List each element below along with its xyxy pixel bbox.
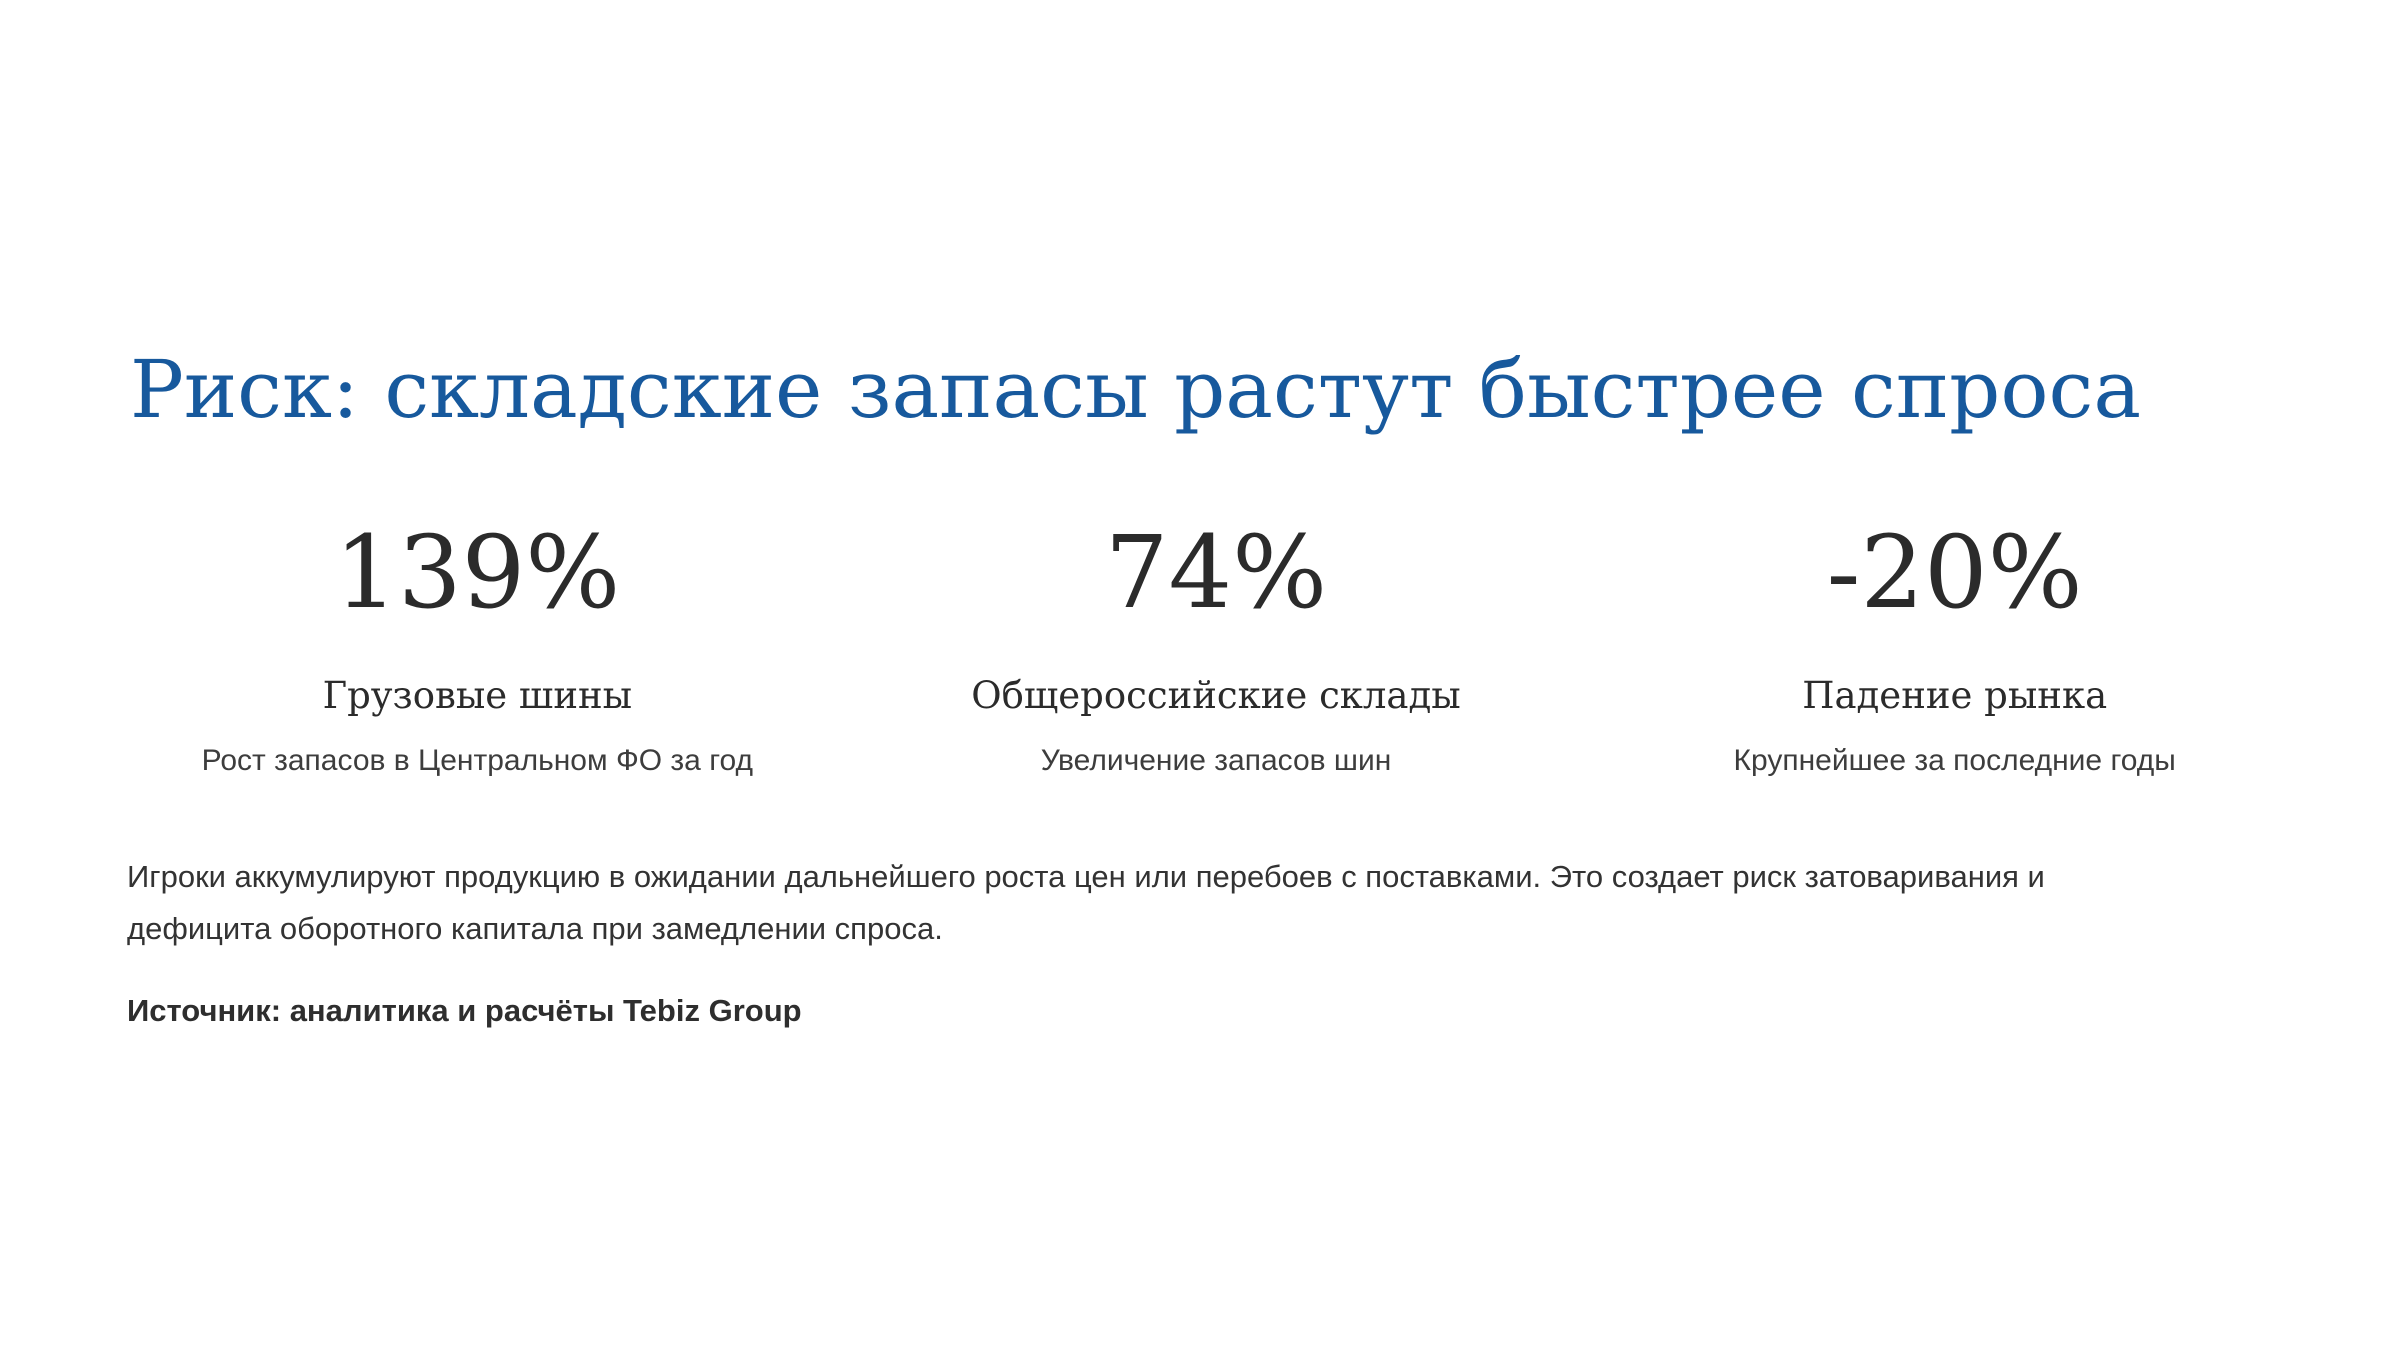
stat-description: Увеличение запасов шин (1040, 744, 1392, 777)
stat-card-national-warehouses (847, 514, 1586, 778)
stat-value: 139% (334, 514, 621, 631)
stats-row (108, 514, 2324, 778)
stat-card-truck-tires (108, 514, 847, 778)
stat-description: Рост запасов в Центральном ФО за год (201, 744, 754, 777)
stat-label: Грузовые шины (322, 674, 633, 717)
stat-value: -20% (1826, 514, 2083, 631)
stat-description: Крупнейшее за последние годы (1733, 744, 2176, 777)
stat-card-market-decline (1585, 514, 2324, 778)
stat-value: 74% (1104, 514, 1328, 631)
stat-label: Общероссийские склады (971, 674, 1461, 717)
source-note: Источник: аналитика и расчёты Tebiz Group (127, 993, 802, 1028)
stat-label: Падение рынка (1802, 674, 2108, 717)
commentary-paragraph: Игроки аккумулируют продукцию в ожидании дальнейшего роста цен или перебоев с поставками. Это создает риск затоваривания и дефицита оборотного капитала при замедлении спроса. (127, 859, 2045, 946)
page-title: Риск: складские запасы растут быстрее спроса (130, 343, 2142, 436)
